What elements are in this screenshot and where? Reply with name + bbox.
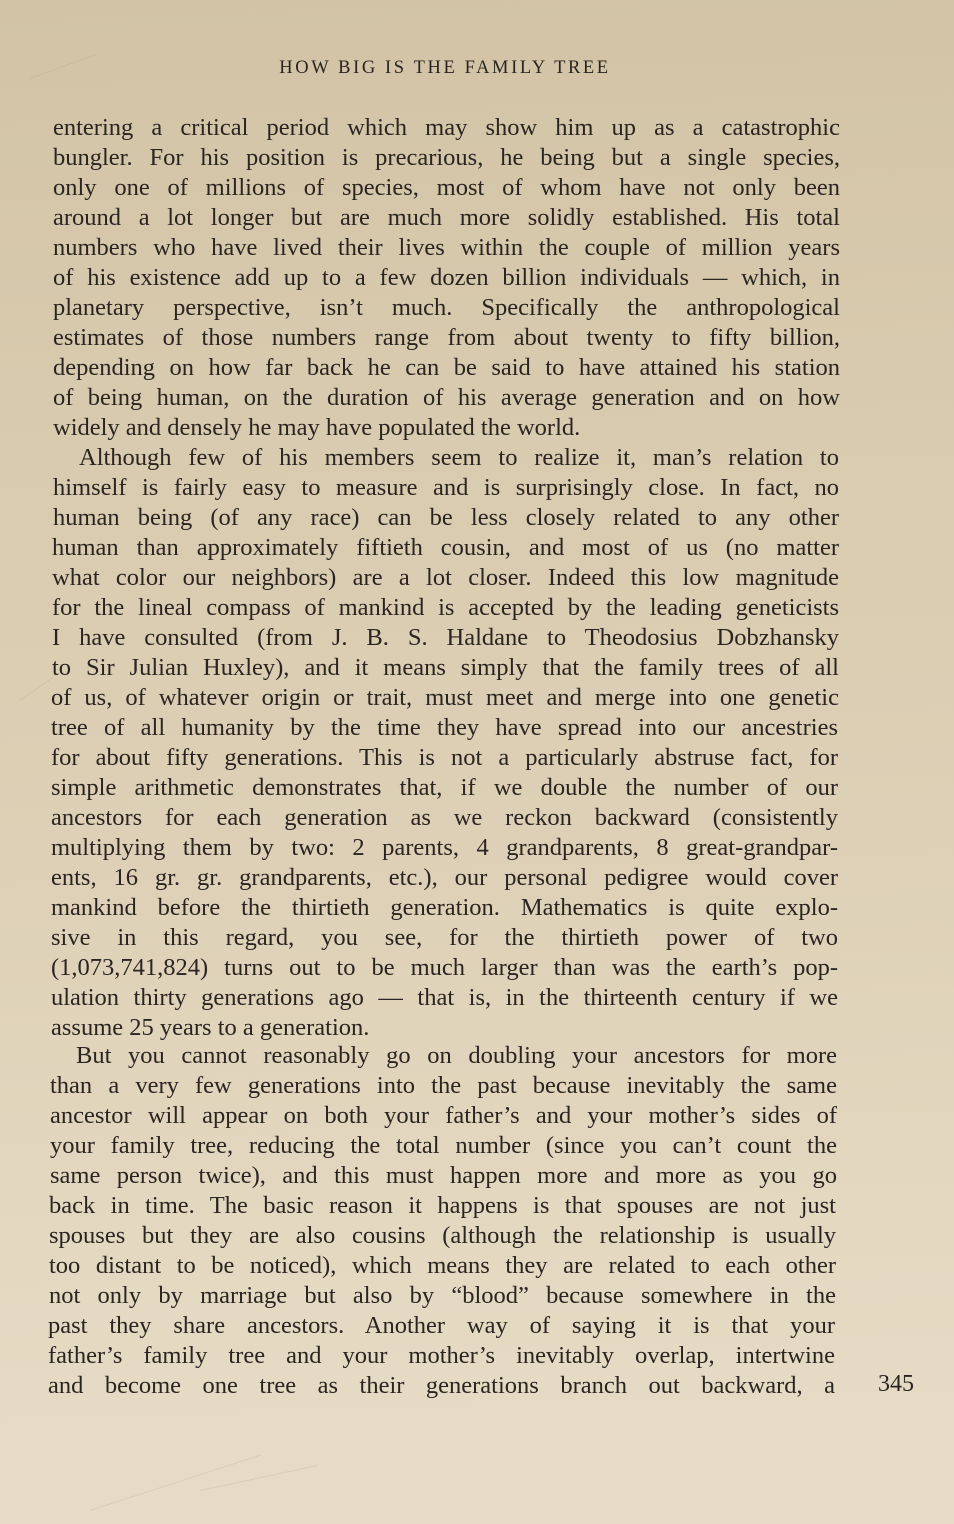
text-line: assume 25 years to a generation. — [51, 1014, 370, 1041]
text-line: back in time. The basic reason it happens is that spouses are not just — [49, 1192, 836, 1219]
text-line: planetary perspective, isn’t much. Specifically the anthropological — [53, 294, 840, 321]
text-line: estimates of those numbers range from about twenty to fifty billion, — [53, 324, 840, 351]
text-line: himself is fairly easy to measure and is surprisingly close. In fact, no — [53, 474, 839, 501]
text-line: human being (of any race) can be less closely related to any other — [53, 504, 839, 531]
running-head: HOW BIG IS THE FAMILY TREE — [279, 58, 611, 78]
text-line: human than approximately fiftieth cousin, and most of us (no matter — [52, 534, 839, 561]
paper-scratch — [20, 677, 53, 701]
text-line: too distant to be noticed), which means they are related to each other — [49, 1252, 836, 1279]
text-line: of being human, on the duration of his average generation and on how — [53, 384, 840, 411]
paper-scratch — [200, 1465, 318, 1491]
text-line: father’s family tree and your mother’s inevitably overlap, intertwine — [48, 1342, 835, 1369]
paper-scratch — [90, 1454, 261, 1511]
text-line: Although few of his members seem to realize it, man’s relation to — [79, 444, 839, 471]
text-line: ulation thirty generations ago — that is, in the thirteenth century if we — [51, 984, 838, 1011]
text-line: for about fifty generations. This is not a particularly abstruse fact, for — [51, 744, 838, 771]
text-line: multiplying them by two: 2 parents, 4 grandparents, 8 great-grandpar- — [51, 834, 838, 861]
text-line: past they share ancestors. Another way of saying it is that your — [48, 1312, 835, 1339]
text-line: around a lot longer but are much more solidly established. His total — [53, 204, 840, 231]
text-line: ancestor will appear on both your father’s and your mother’s sides of — [50, 1102, 837, 1129]
text-line: simple arithmetic demonstrates that, if we double the number of our — [51, 774, 838, 801]
text-line: to Sir Julian Huxley), and it means simply that the family trees of all — [52, 654, 839, 681]
text-line: widely and densely he may have populated the world. — [53, 414, 581, 441]
text-line: I have consulted (from J. B. S. Haldane to Theodosius Dobzhansky — [52, 624, 839, 651]
text-line: than a very few generations into the past because inevitably the same — [50, 1072, 837, 1099]
page-number: 345 — [878, 1371, 914, 1397]
text-line: spouses but they are also cousins (although the relationship is usually — [49, 1222, 836, 1249]
text-line: But you cannot reasonably go on doubling your ancestors for more — [76, 1042, 837, 1069]
text-line: bungler. For his position is precarious, he being but a single species, — [53, 144, 840, 171]
text-line: (1,073,741,824) turns out to be much larger than was the earth’s pop- — [51, 954, 838, 981]
text-line: and become one tree as their generations branch out backward, a — [48, 1372, 835, 1399]
text-line: of us, of whatever origin or trait, must meet and merge into one genetic — [51, 684, 839, 711]
text-line: for the lineal compass of mankind is accepted by the leading geneticists — [52, 594, 839, 621]
text-line: your family tree, reducing the total number (since you can’t count the — [50, 1132, 837, 1159]
text-line: tree of all humanity by the time they have spread into our ancestries — [51, 714, 838, 741]
text-line: of his existence add up to a few dozen billion individuals — which, in — [53, 264, 840, 291]
text-line: depending on how far back he can be said to have attained his station — [53, 354, 840, 381]
text-line: what color our neighbors) are a lot closer. Indeed this low magnitude — [52, 564, 839, 591]
text-line: same person twice), and this must happen more and more as you go — [50, 1162, 837, 1189]
text-line: only one of millions of species, most of whom have not only been — [53, 174, 840, 201]
text-line: mankind before the thirtieth generation. Mathematics is quite explo- — [51, 894, 838, 921]
text-line: entering a critical period which may show him up as a catastrophic — [53, 114, 840, 141]
text-line: ents, 16 gr. gr. grandparents, etc.), our personal pedigree would cover — [51, 864, 838, 891]
text-line: sive in this regard, you see, for the thirtieth power of two — [51, 924, 838, 951]
text-line: ancestors for each generation as we reckon backward (consistently — [51, 804, 838, 831]
text-line: numbers who have lived their lives within the couple of million years — [53, 234, 840, 261]
text-line: not only by marriage but also by “blood” because somewhere in the — [49, 1282, 836, 1309]
